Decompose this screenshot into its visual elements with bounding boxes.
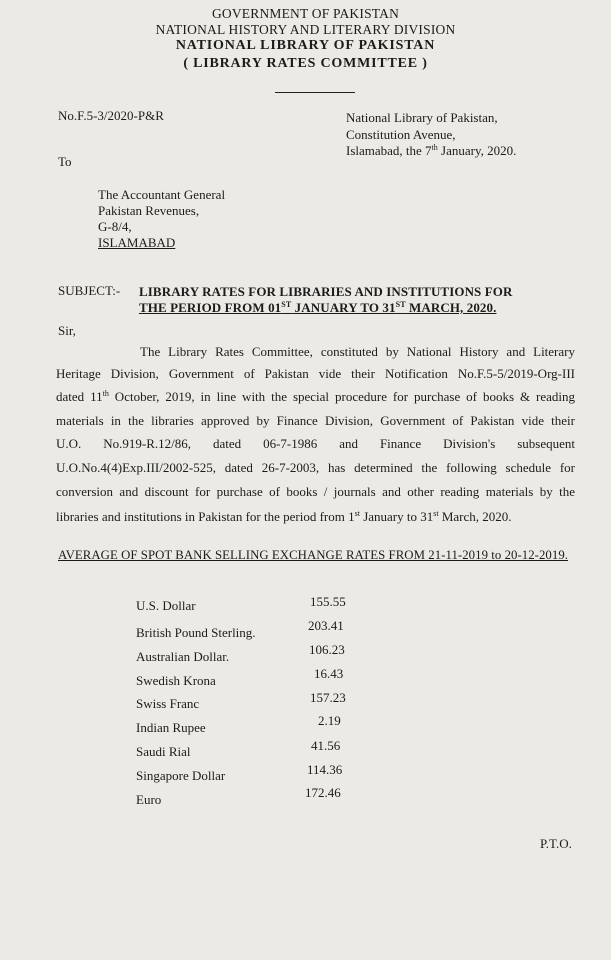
header-library: NATIONAL LIBRARY OF PAKISTAN [175,38,436,53]
body-line-4: materials in the libraries approved by Finance Division, Government of Pakistan vide their [56,413,575,428]
salutation: Sir, [58,323,76,338]
body-line-7: conversion and discount for purchase of books / journals and other reading materials by the [56,484,575,499]
rate-currency: Euro [136,792,162,807]
body-line-3: dated 11th October, 2019, in line with the special procedure for purchase of books & reading [56,389,575,404]
recipient-line3: G-8/4, [98,219,132,234]
header-divider [275,92,355,93]
subject-label: SUBJECT:- [58,283,121,298]
rate-value: 157.23 [310,690,346,705]
reference-number: No.F.5-3/2020-P&R [58,108,164,123]
recipient-line1: The Accountant General [98,187,226,202]
body-line-1: The Library Rates Committee, constituted by National History and Literary [140,344,575,359]
sender-address-line3: Islamabad, the 7th January, 2020. [346,143,517,158]
rate-value: 203.41 [308,618,344,633]
pto-note: P.T.O. [540,836,572,851]
header-division: NATIONAL HISTORY AND LITERARY DIVISION [155,22,456,37]
sender-address-line2: Constitution Avenue, [346,127,456,142]
body-line-5: U.O. No.919-R.12/86, dated 06-7-1986 and Finance Division's subsequent [56,436,575,451]
subject-line1: LIBRARY RATES FOR LIBRARIES AND INSTITUTIONS FOR [139,284,513,299]
recipient-city: ISLAMABAD [98,235,176,250]
rates-title: AVERAGE OF SPOT BANK SELLING EXCHANGE RATES FROM 21-11-2019 to 20-12-2019. [58,548,569,562]
rate-value: 106.23 [309,642,345,657]
rate-currency: Australian Dollar. [136,649,230,664]
rate-currency: British Pound Sterling. [136,625,256,640]
body-line-2: Heritage Division, Government of Pakistan vide their Notification No.F.5-5/2019-Org-III [56,366,575,381]
rate-currency: Saudi Rial [136,744,191,759]
to-label: To [58,154,72,169]
recipient-line2: Pakistan Revenues, [98,203,200,218]
rate-currency: Swiss Franc [136,696,200,711]
rate-currency: U.S. Dollar [136,598,196,613]
header-government: GOVERNMENT OF PAKISTAN [211,6,400,21]
subject-line2: THE PERIOD FROM 01ST JANUARY TO 31ST MARCH, 2020. [139,300,497,315]
rate-value: 114.36 [307,762,343,777]
rate-value: 16.43 [314,666,344,681]
header-committee: ( LIBRARY RATES COMMITTEE ) [183,56,428,71]
body-line-6: U.O.No.4(4)Exp.III/2002-525, dated 26-7-2003, has determined the following schedule for [56,460,575,475]
rate-currency: Indian Rupee [136,720,206,735]
rate-currency: Swedish Krona [136,673,216,688]
rate-value: 2.19 [318,713,341,728]
body-line-8: libraries and institutions in Pakistan for the period from 1st January to 31st March, 2020. [56,509,512,524]
rate-value: 172.46 [305,785,341,800]
rate-value: 155.55 [310,594,346,609]
rate-currency: Singapore Dollar [136,768,226,783]
rate-value: 41.56 [311,738,341,753]
sender-address-line1: National Library of Pakistan, [346,110,498,125]
